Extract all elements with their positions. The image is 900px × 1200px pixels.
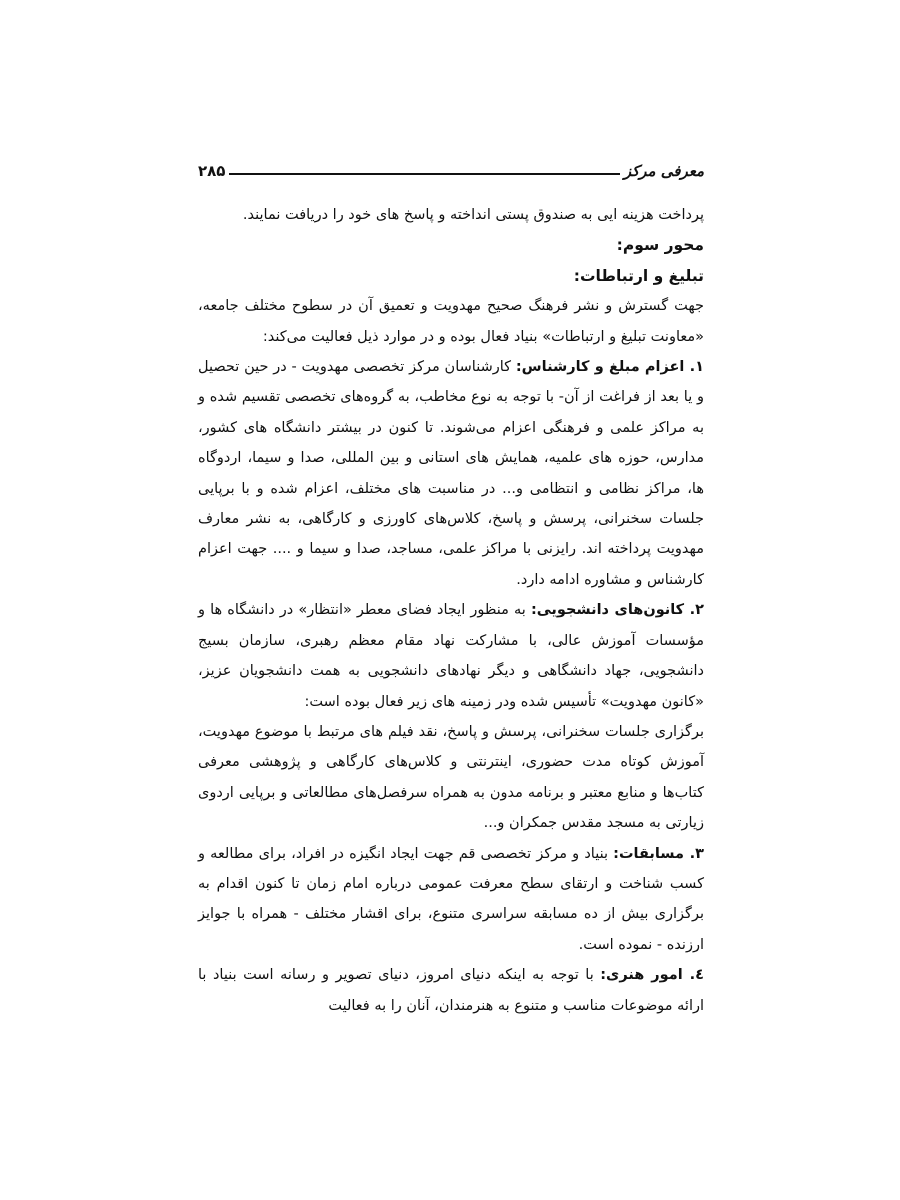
- item-4-text: با توجه به اینکه دنیای امروز، دنیای تصویر و رسانه است بنیاد با ارائه موضوعات مناسب و متنوع به هنرمندان، آنان را به فعالیت: [198, 967, 704, 1014]
- page-body: [198, 200, 704, 1021]
- item-4-title: ٤. امور هنری:: [600, 967, 704, 984]
- item-2-activities-paragraph: برگزاری جلسات سخنرانی، پرسش و پاسخ، نقد فیلم های مرتبط با موضوع مهدویت، آموزش کوتاه مدت حضوری، اینترنتی و کلاس‌های کارگاهی و پژوهشی معرفی کتاب‌ها و منابع معتبر و برنامه مدون به همراه سرفصل‌های مطالعاتی و برپایی اردوی زیارتی به مسجد مقدس جمکران و...: [198, 723, 704, 832]
- page-number: ۲۸۵: [198, 162, 226, 180]
- item-3-title: ۳. مسابقات:: [613, 845, 704, 862]
- item-4-paragraph: [198, 960, 704, 1021]
- section-intro-paragraph: جهت گسترش و نشر فرهنگ صحیح مهدویت و تعمیق آن در سطوح مختلف جامعه، «معاونت تبلیغ و ارتباطات» بنیاد فعال بوده و در موارد ذیل فعالیت می‌کند:: [198, 298, 704, 345]
- item-2-paragraph: [198, 595, 704, 717]
- intro-paragraph: پرداخت هزینه ایی به صندوق پستی انداخته و پاسخ های خود را دریافت نمایند.: [242, 207, 704, 223]
- item-1-paragraph: [198, 352, 704, 595]
- item-2-title: ۲. کانون‌های دانشجویی:: [530, 602, 704, 619]
- section-heading: محور سوم:: [616, 236, 704, 255]
- page-header: [198, 156, 704, 180]
- running-title: معرفی مرکز: [623, 162, 704, 180]
- item-1-text: کارشناسان مرکز تخصصی مهدویت - در حین تحصیل و یا بعد از فراغت از آن- با توجه به نوع مخاطب، به گروه‌های تخصصی تقسیم شده و به مراکز علمی و فرهنگی اعزام می‌شوند. تا کنون در بیشتر دانشگاه های کشور، مدارس، حوزه های علمیه، همایش های استانی و بین المللی، صدا و سیما، اردوگاه ها، مراکز نظامی و انتظامی و... در مناسبت های مختلف، اعزام شده و با برپایی جلسات سخنرانی، پرسش و پاسخ، کلاس‌های کاورزی و کارگاهی، به نشر معارف مهدویت پرداخته اند. رایزنی با مراکز علمی، مساجد، صدا و سیما و .... جهت اعزام کارشناس و مشاوره ادامه دارد.: [198, 359, 704, 588]
- item-1-title: ۱. اعزام مبلغ و کارشناس:: [515, 359, 704, 376]
- item-2-text: به منظور ایجاد فضای معطر «انتظار» در دانشگاه ها و مؤسسات آموزش عالی، با مشارکت نهاد مقام معظم رهبری، سازمان بسیج دانشجویی، جهاد دانشگاهی و دیگر نهادهای دانشجویی به همت دانشجویان عزیز، «کانون مهدویت» تأسیس شده ودر زمینه های زیر فعال بوده است:: [198, 602, 704, 710]
- item-3-paragraph: [198, 839, 704, 961]
- item-3-text: بنیاد و مرکز تخصصی قم جهت ایجاد انگیزه در افراد، برای مطالعه و کسب شناخت و ارتقای سطح معرفت عمومی درباره امام زمان تا کنون اقدام به برگزاری بیش از ده مسابقه سراسری متنوع، برای اقشار مختلف - همراه با جوایز ارزنده - نموده است.: [198, 845, 704, 953]
- header-rule: [229, 173, 619, 175]
- section-subheading: تبلیغ و ارتباطات:: [573, 266, 704, 285]
